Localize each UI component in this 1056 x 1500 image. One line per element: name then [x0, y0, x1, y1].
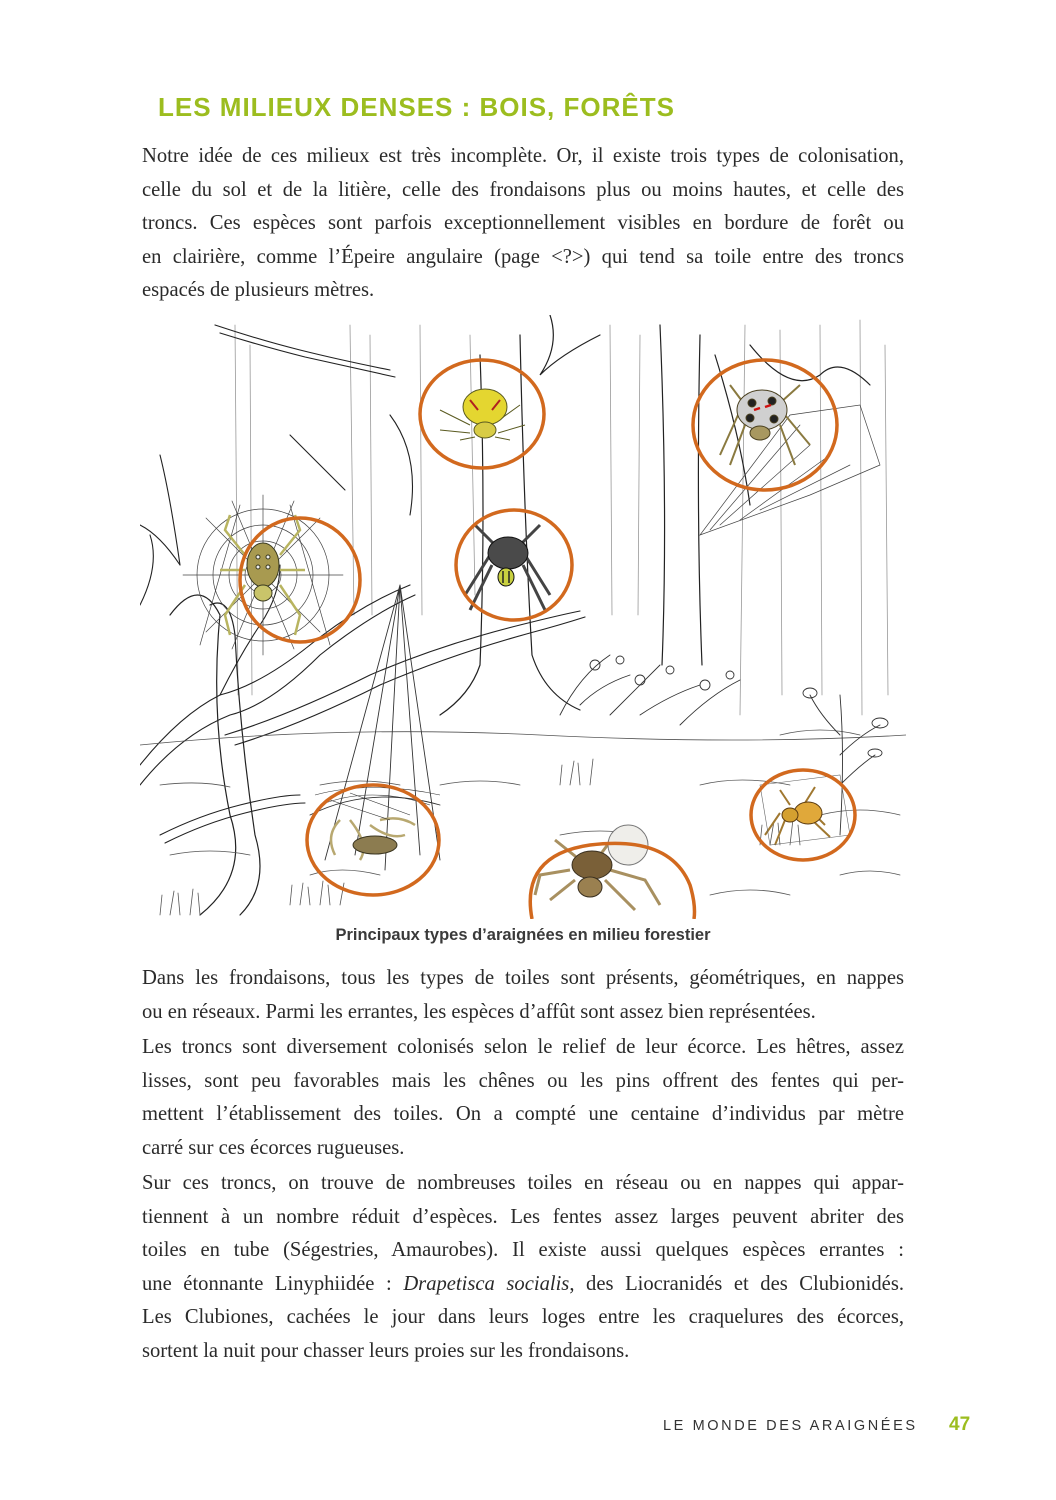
text-line: mettent l’établissement des toiles. On a compté une centaine d’individus par mètre — [142, 1103, 904, 1126]
paragraph-especes — [142, 1167, 904, 1369]
sheet-web-spider-icon — [315, 788, 440, 861]
crab-spider-icon — [440, 389, 525, 440]
running-footer-title: LE MONDE DES ARAIGNÉES — [663, 1418, 918, 1434]
species-name-italic: Drapetisca socialis — [403, 1272, 570, 1295]
ground-detail — [140, 730, 906, 915]
illustration-svg — [140, 315, 906, 919]
text-line: en clairière, comme l’Épeire angulaire (page <?>) qui tend sa toile entre des troncs — [142, 245, 904, 268]
text-line: carré sur ces écorces rugueuses. — [142, 1136, 405, 1159]
text-line: celle du sol et de la litière, celle des frondaisons plus ou moins hautes, et celle des — [142, 178, 904, 201]
text-segment: une étonnante Linyphiidée : — [142, 1272, 404, 1295]
nursery-web-spider-icon — [535, 825, 660, 910]
text-line: Notre idée de ces milieux est très incomplète. Or, il existe trois types de colonisation, — [142, 145, 904, 167]
text-line: Dans les frondaisons, tous les types de toiles sont présents, géométriques, en nappes — [142, 967, 904, 989]
text-line: ou en réseaux. Parmi les errantes, les espèces d’affût sont assez bien représentées. — [142, 1000, 816, 1023]
forest-background — [140, 315, 906, 915]
spotted-spider-icon — [720, 385, 810, 465]
figure-caption: Principaux types d’araignées en milieu forestier — [335, 926, 711, 944]
shrubs — [560, 655, 888, 835]
funnel-web-spider-icon — [760, 775, 850, 845]
text-line — [142, 1268, 904, 1302]
paragraph-intro — [142, 140, 904, 308]
text-line: sortent la nuit pour chasser leurs proies sur les frondaisons. — [142, 1339, 630, 1362]
text-line: toiles en tube (Ségestries, Amaurobes). Il existe aussi quelques espèces errantes : — [142, 1239, 904, 1262]
text-line: troncs. Ces espèces sont parfois exceptionnellement visibles en bordure de forêt ou — [142, 212, 904, 235]
text-line: tiennent à un nombre réduit d’espèces. Les fentes assez larges peuvent abriter des — [142, 1205, 904, 1228]
branches — [140, 325, 585, 843]
text-line: Sur ces troncs, on trouve de nombreuses toiles en réseau ou en nappes qui appar- — [142, 1172, 904, 1194]
funnel-web — [700, 405, 880, 535]
text-line: espacés de plusieurs mètres. — [142, 279, 375, 302]
page-number: 47 — [949, 1414, 971, 1435]
section-heading: LES MILIEUX DENSES : BOIS, FORÊTS — [158, 92, 675, 122]
background-trunks — [235, 320, 888, 715]
text-line: Les troncs sont diversement colonisés selon le relief de leur écorce. Les hêtres, assez — [142, 1036, 904, 1058]
text-segment: , des Liocranidés et des Clubionidés. — [569, 1272, 904, 1295]
text-line: Les Clubiones, cachées le jour dans leurs loges entre les craquelures des écorces, — [142, 1306, 904, 1329]
forest-spiders-illustration — [140, 315, 906, 919]
dark-tube-spider-icon — [465, 525, 550, 610]
paragraph-frondaisons — [142, 962, 904, 1029]
text-line: lisses, sont peu favorables mais les chênes ou les pins offrent des fentes qui per- — [142, 1069, 904, 1092]
paragraph-troncs — [142, 1031, 904, 1165]
